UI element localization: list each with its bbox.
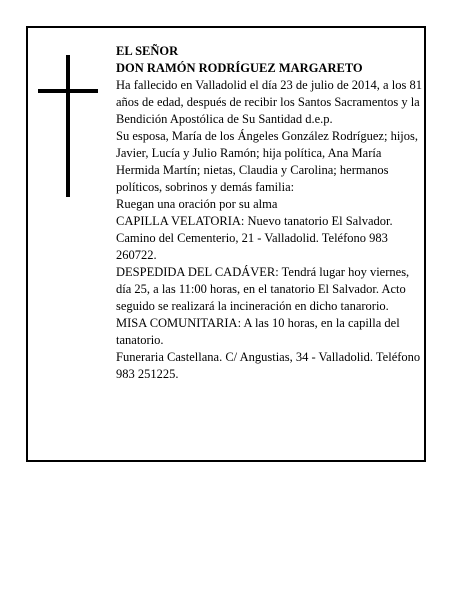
notice-content	[116, 43, 422, 383]
obituary-notice	[26, 26, 426, 462]
death-announcement: Ha fallecido en Valladolid el día 23 de julio de 2014, a los 81 años de edad, después de recibir los Santos Sacramentos y la Bendición Apostólica de Su Santidad d.e.p.	[116, 78, 422, 126]
cross-vertical-bar	[66, 55, 70, 197]
cross-horizontal-bar	[38, 89, 98, 93]
notice-title: EL SEÑOR	[116, 44, 179, 58]
farewell-info: DESPEDIDA DEL CADÁVER: Tendrá lugar hoy viernes, día 25, a las 11:00 horas, en el tanatorio El Salvador. Acto seguido se realizará la incineración en dicho tanarorio.	[116, 265, 410, 313]
family-list: Su esposa, María de los Ángeles González Rodríguez; hijos, Javier, Lucía y Julio Ramón; hija política, Ana María Hermida Martín; nietas, Claudia y Carolina; hermanos políticos, sobrinos y demás familia:	[116, 129, 419, 194]
funeral-home-info: Funeraria Castellana. C/ Angustias, 34 - Valladolid. Teléfono 983 251225.	[116, 350, 421, 381]
prayer-request: Ruegan una oración por su alma	[116, 197, 278, 211]
deceased-name: DON RAMÓN RODRÍGUEZ MARGARETO	[116, 61, 363, 75]
wake-chapel-info: CAPILLA VELATORIA: Nuevo tanatorio El Salvador. Camino del Cementerio, 21 - Valladolid. Teléfono 983 260722.	[116, 214, 393, 262]
mass-info: MISA COMUNITARIA: A las 10 horas, en la capilla del tanatorio.	[116, 316, 400, 347]
latin-cross-icon	[38, 55, 98, 197]
